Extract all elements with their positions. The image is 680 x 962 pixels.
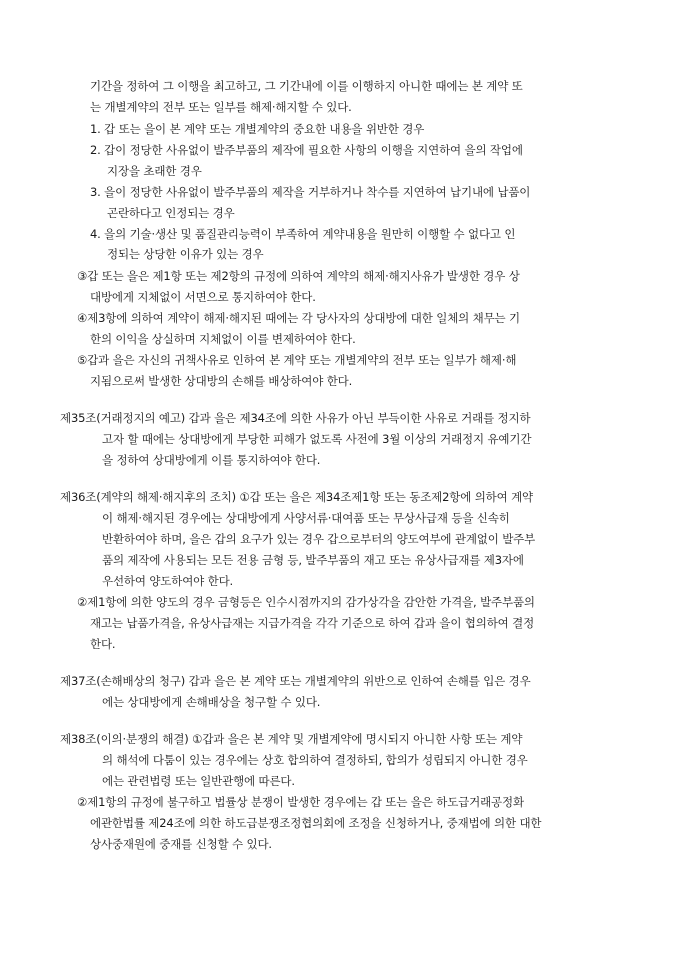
text-line: 우선하여 양도하여야 한다. <box>102 574 234 588</box>
text-line: 대방에게 지체없이 서면으로 통지하여야 한다. <box>90 290 316 304</box>
text-line: 지됨으로써 발생한 상대방의 손해를 배상하여야 한다. <box>90 374 353 388</box>
text-line: 기간을 정하여 그 이행을 최고하고, 그 기간내에 이를 이행하지 아니한 때에는 본 계약 또 <box>90 79 523 93</box>
text-line: 반환하여야 하며, 을은 갑의 요구가 있는 경우 갑으로부터의 양도여부에 관계없이 발주부 <box>102 532 536 546</box>
paragraph-line: ③갑 또는 을은 제1항 또는 제2항의 규정에 의하여 계약의 해제·해지사유가 발생한 경우 상 <box>77 269 520 283</box>
list-item: 1. 갑 또는 을이 본 계약 또는 개별계약의 중요한 내용을 위반한 경우 <box>90 122 425 136</box>
list-item: 2. 갑이 정당한 사유없이 발주부품의 제작에 필요한 사항의 이행을 지연하여 을의 작업에 <box>90 143 523 157</box>
text-line: 에는 상대방에게 손해배상을 청구할 수 있다. <box>102 695 321 709</box>
text-line: 지장을 초래한 경우 <box>107 164 202 178</box>
text-line: 는 개별계약의 전부 또는 일부를 해제·해지할 수 있다. <box>90 100 352 114</box>
text-line: 고자 할 때에는 상대방에게 부당한 피해가 없도록 사전에 3월 이상의 거래정지 유예기간 <box>102 432 532 446</box>
paragraph-line: ②제1항의 규정에 불구하고 법률상 분쟁이 발생한 경우에는 갑 또는 을은 하도급거래공정화 <box>77 795 524 809</box>
text-line: 한다. <box>90 637 116 651</box>
list-item: 3. 을이 정당한 사유없이 발주부품의 제작을 거부하거나 착수를 지연하여 납기내에 납품이 <box>90 185 531 199</box>
text-line: 상사중재원에 중재를 신청할 수 있다. <box>90 837 272 851</box>
text-line: 에관한법률 제24조에 의한 하도급분쟁조정협의회에 조정을 신청하거나, 중재법에 의한 대한 <box>90 816 542 830</box>
text-line: 을 정하여 상대방에게 이를 통지하여야 한다. <box>102 453 321 467</box>
text-line: 이 해제·해지된 경우에는 상대방에게 사양서류·대여품 또는 무상사급재 등을 신속히 <box>102 511 510 525</box>
text-line: 품의 제작에 사용되는 모든 전용 금형 등, 발주부품의 재고 또는 유상사급재를 제3자에 <box>102 553 524 567</box>
article-heading: 제35조(거래정지의 예고) 갑과 을은 제34조에 의한 사유가 아닌 부득이한 사유로 거래를 정지하 <box>60 411 531 425</box>
article-heading: 제36조(계약의 해제·해지후의 조치) ①갑 또는 을은 제34조제1항 또는 동조제2항에 의하여 계약 <box>60 490 533 504</box>
article-heading: 제38조(이의·분쟁의 해결) ①갑과 을은 본 계약 및 개별계약에 명시되지 아니한 사항 또는 계약 <box>60 732 523 746</box>
text-line: 곤란하다고 인정되는 경우 <box>107 206 235 220</box>
text-line: 재고는 납품가격을, 유상사급재는 지급가격을 각각 기준으로 하여 갑과 을이 협의하여 결정 <box>90 616 535 630</box>
paragraph-line: ②제1항에 의한 양도의 경우 금형등은 인수시점까지의 감가상각을 감안한 가격을, 발주부품의 <box>77 595 535 609</box>
paragraph-line: ⑤갑과 을은 자신의 귀책사유로 인하여 본 계약 또는 개별계약의 전부 또는 일부가 해제·해 <box>77 353 517 367</box>
text-line: 에는 관련법령 또는 일반관행에 따른다. <box>102 774 295 788</box>
text-line: 정되는 상당한 이유가 있는 경우 <box>107 247 264 261</box>
list-item: 4. 을의 기술·생산 및 품질관리능력이 부족하여 계약내용을 원만히 이행할 수 없다고 인 <box>90 227 516 241</box>
paragraph-line: ④제3항에 의하여 계약이 해제·해지된 때에는 각 당사자의 상대방에 대한 일체의 채무는 기 <box>77 311 520 325</box>
text-line: 의 해석에 다툼이 있는 경우에는 상호 합의하여 결정하되, 합의가 성립되지 아니한 경우 <box>102 753 528 767</box>
text-line: 한의 이익을 상실하며 지체없이 이를 변제하여야 한다. <box>90 332 356 346</box>
article-heading: 제37조(손해배상의 청구) 갑과 을은 본 계약 또는 개별계약의 위반으로 인하여 손해를 입은 경우 <box>60 674 531 688</box>
